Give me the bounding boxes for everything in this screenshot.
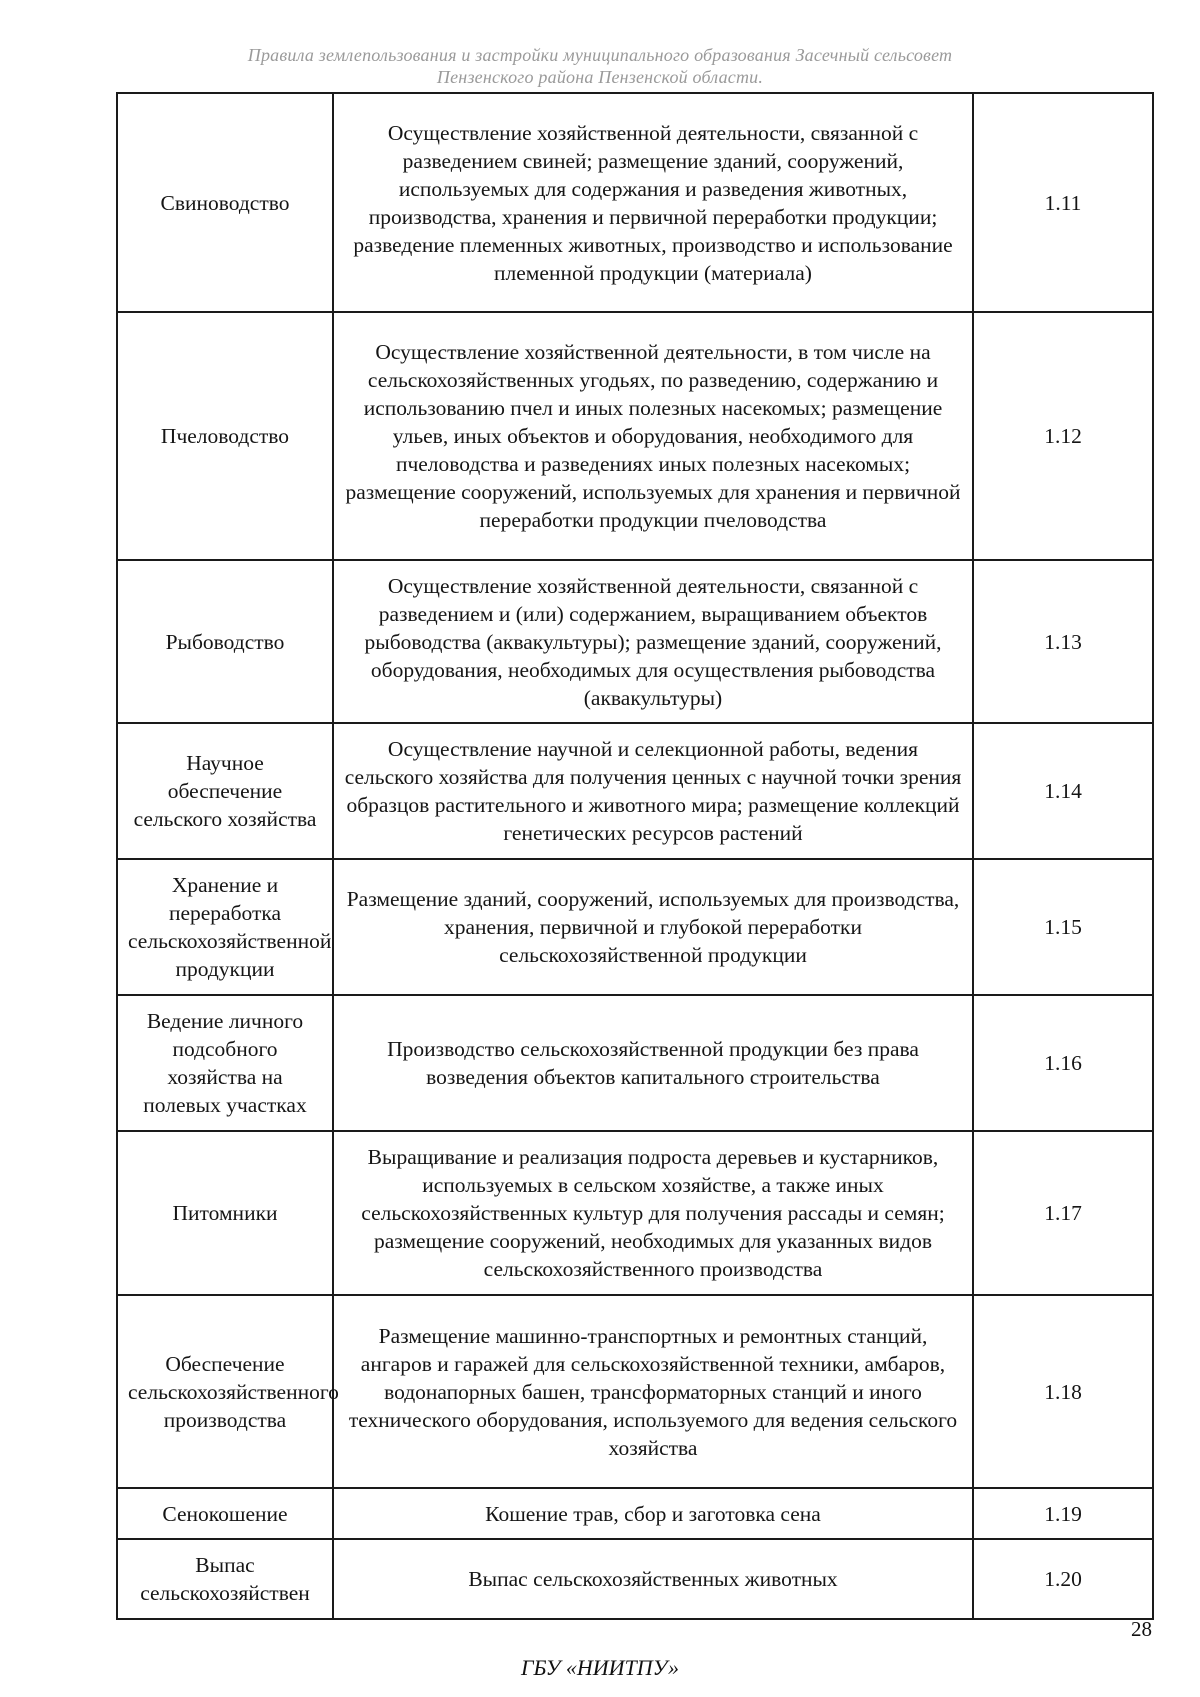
use-description: Осуществление хозяйственной деятельности, в том числе на сельскохозяйственных угодьях, по разведению, содержанию и использованию пчел и иных полезных насекомых; размещение ульев, иных объектов и оборудования, необходимого для пчеловодства и разведениях иных полезных насекомых; размещение сооружений, используемых для хранения и первичной переработки продукции пчеловодства <box>333 312 973 560</box>
use-name: Пчеловодство <box>117 312 333 560</box>
use-name: Питомники <box>117 1131 333 1295</box>
table-row <box>117 859 1153 995</box>
page-number: 28 <box>1131 1617 1152 1641</box>
use-code: 1.12 <box>973 312 1153 560</box>
use-code: 1.19 <box>973 1488 1153 1539</box>
use-name: Сенокошение <box>117 1488 333 1539</box>
table-row <box>117 312 1153 560</box>
use-description: Осуществление научной и селекционной работы, ведения сельского хозяйства для получения ценных с научной точки зрения образцов растительного и животного мира; размещение коллекций генетических ресурсов растений <box>333 723 973 859</box>
table-row <box>117 560 1153 723</box>
use-name: Ведение личного подсобного хозяйства на полевых участках <box>117 995 333 1131</box>
use-name: Хранение и переработка сельскохозяйственной продукции <box>117 859 333 995</box>
use-code: 1.11 <box>973 93 1153 312</box>
use-description: Производство сельскохозяйственной продукции без права возведения объектов капитального строительства <box>333 995 973 1131</box>
table-row <box>117 1295 1153 1488</box>
use-code: 1.13 <box>973 560 1153 723</box>
table-row <box>117 93 1153 312</box>
land-use-table <box>116 92 1154 1620</box>
use-code: 1.20 <box>973 1539 1153 1619</box>
use-description: Выпас сельскохозяйственных животных <box>333 1539 973 1619</box>
table-row <box>117 1488 1153 1539</box>
header-line-1: Правила землепользования и застройки муниципального образования Засечный сельсовет <box>247 45 953 65</box>
use-name: Свиноводство <box>117 93 333 312</box>
document-header <box>150 44 1050 89</box>
use-code: 1.16 <box>973 995 1153 1131</box>
use-code: 1.15 <box>973 859 1153 995</box>
use-name: Обеспечение сельскохозяйственного производства <box>117 1295 333 1488</box>
use-code: 1.17 <box>973 1131 1153 1295</box>
table-row <box>117 1539 1153 1619</box>
use-name: Научное обеспечение сельского хозяйства <box>117 723 333 859</box>
table-row <box>117 723 1153 859</box>
table-row <box>117 1131 1153 1295</box>
use-name: Рыбоводство <box>117 560 333 723</box>
use-description: Осуществление хозяйственной деятельности, связанной с разведением свиней; размещение зданий, сооружений, используемых для содержания и разведения животных, производства, хранения и первичной переработки продукции; разведение племенных животных, производство и использование племенной продукции (материала) <box>333 93 973 312</box>
use-description: Размещение зданий, сооружений, используемых для производства, хранения, первичной и глубокой переработки сельскохозяйственной продукции <box>333 859 973 995</box>
use-code: 1.14 <box>973 723 1153 859</box>
header-line-2: Пензенского района Пензенской области. <box>436 67 764 87</box>
use-name: Выпас сельскохозяйствен <box>117 1539 333 1619</box>
use-description: Размещение машинно-транспортных и ремонтных станций, ангаров и гаражей для сельскохозяйственной техники, амбаров, водонапорных башен, трансформаторных станций и иного технического оборудования, используемого для ведения сельского хозяйства <box>333 1295 973 1488</box>
use-description: Кошение трав, сбор и заготовка сена <box>333 1488 973 1539</box>
use-description: Выращивание и реализация подроста деревьев и кустарников, используемых в сельском хозяйстве, а также иных сельскохозяйственных культур для получения рассады и семян; размещение сооружений, необходимых для указанных видов сельскохозяйственного производства <box>333 1131 973 1295</box>
use-description: Осуществление хозяйственной деятельности, связанной с разведением и (или) содержанием, выращиванием объектов рыбоводства (аквакультуры); размещение зданий, сооружений, оборудования, необходимых для осуществления рыбоводства (аквакультуры) <box>333 560 973 723</box>
footer-organization: ГБУ «НИИТПУ» <box>520 1655 680 1680</box>
use-code: 1.18 <box>973 1295 1153 1488</box>
table-row <box>117 995 1153 1131</box>
